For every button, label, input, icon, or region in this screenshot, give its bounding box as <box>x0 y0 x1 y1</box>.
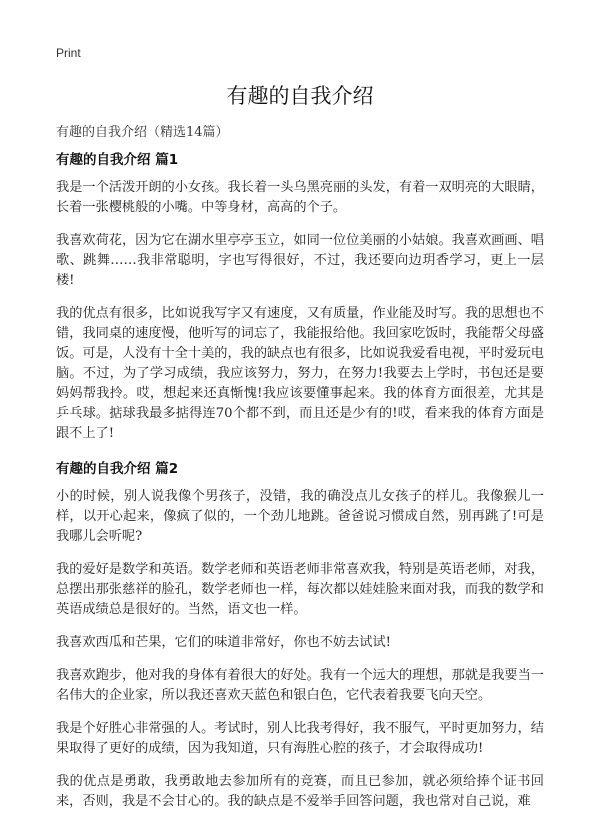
section-heading: 有趣的自我介绍 篇2 <box>56 461 179 477</box>
page-title: 有趣的自我介绍 <box>226 84 374 108</box>
paragraph: 我喜欢荷花，因为它在湖水里亭亭玉立，如同一位位美丽的小姑娘。我喜欢画画、唱歌、跳舞……我非常聪明，字也写得很好，不过，我还要向边玥香学习，更上一层楼! <box>56 233 544 288</box>
paragraph: 我是个好胜心非常强的人。考试时，别人比我考得好，我不服气，平时更加努力，结果取得了更好的成绩，因为我知道，只有海胜心腔的孩子，才会取得成功! <box>56 721 544 756</box>
paragraph: 小的时候，别人说我像个男孩子，没错，我的确没点儿女孩子的样儿。我像猴儿一样，以开心起来，像疯了似的，一个劲儿地跳。爸爸说习惯成自然，别再跳了!可是我哪儿会听呢? <box>56 489 544 544</box>
paragraph: 我的优点是勇敢，我勇敢地去参加所有的竞赛，而且已参加，就必须给捧个证书回来，否则，我是不会甘心的。我的缺点是不爱举手回答问题，我也常对自己说，难 <box>56 774 544 809</box>
paragraph: 我是一个活泼开朗的小女孩。我长着一头乌黑亮丽的头发，有着一双明亮的大眼睛，长着一张樱桃般的小嘴。中等身材，高高的个子。 <box>56 180 544 215</box>
article-subtitle: 有趣的自我介绍（精选14篇） <box>56 125 229 140</box>
paragraph: 我喜欢西瓜和芒果，它们的味道非常好，你也不妨去试试! <box>56 635 391 650</box>
paragraph: 我的爱好是数学和英语。数学老师和英语老师非常喜欢我，特别是英语老师，对我，总摆出那张慈祥的脸孔，数学老师也一样，每次都以娃娃脸来面对我，而我的数学和英语成绩总是很好的。当然，语文也一样。 <box>56 562 544 617</box>
article-body <box>56 148 544 825</box>
section-1 <box>56 148 544 444</box>
print-link[interactable]: Print <box>56 46 81 60</box>
paragraph: 我喜欢跑步，他对我的身体有着很大的好处。我有一个远大的理想，那就是我要当一名伟大的企业家，所以我还喜欢天蓝色和银白色，它代表着我要飞向天空。 <box>56 668 544 703</box>
paragraph: 我的优点有很多，比如说我写字又有速度，又有质量，作业能及时写。我的思想也不错，我同桌的速度慢，他听写的词忘了，我能报给他。我回家吃饭时，我能帮父母盛饭。可是，人没有十全十美的，我的缺点也有很多，比如说我爱看电视，平时爱玩电脑。不过，为了学习成绩，我应该努力，努力，在努力!我要去上学时，书包还是要妈妈帮我拎。哎，想起来还真惭愧!我应该要懂事起来。我的体育方面很差，尤其是乒乓球。掂球我最多掂得连70个都不到，而且还是少有的!哎，看来我的体育方面是跟不上了! <box>56 306 544 441</box>
section-2 <box>56 457 544 812</box>
section-heading: 有趣的自我介绍 篇1 <box>56 152 179 168</box>
